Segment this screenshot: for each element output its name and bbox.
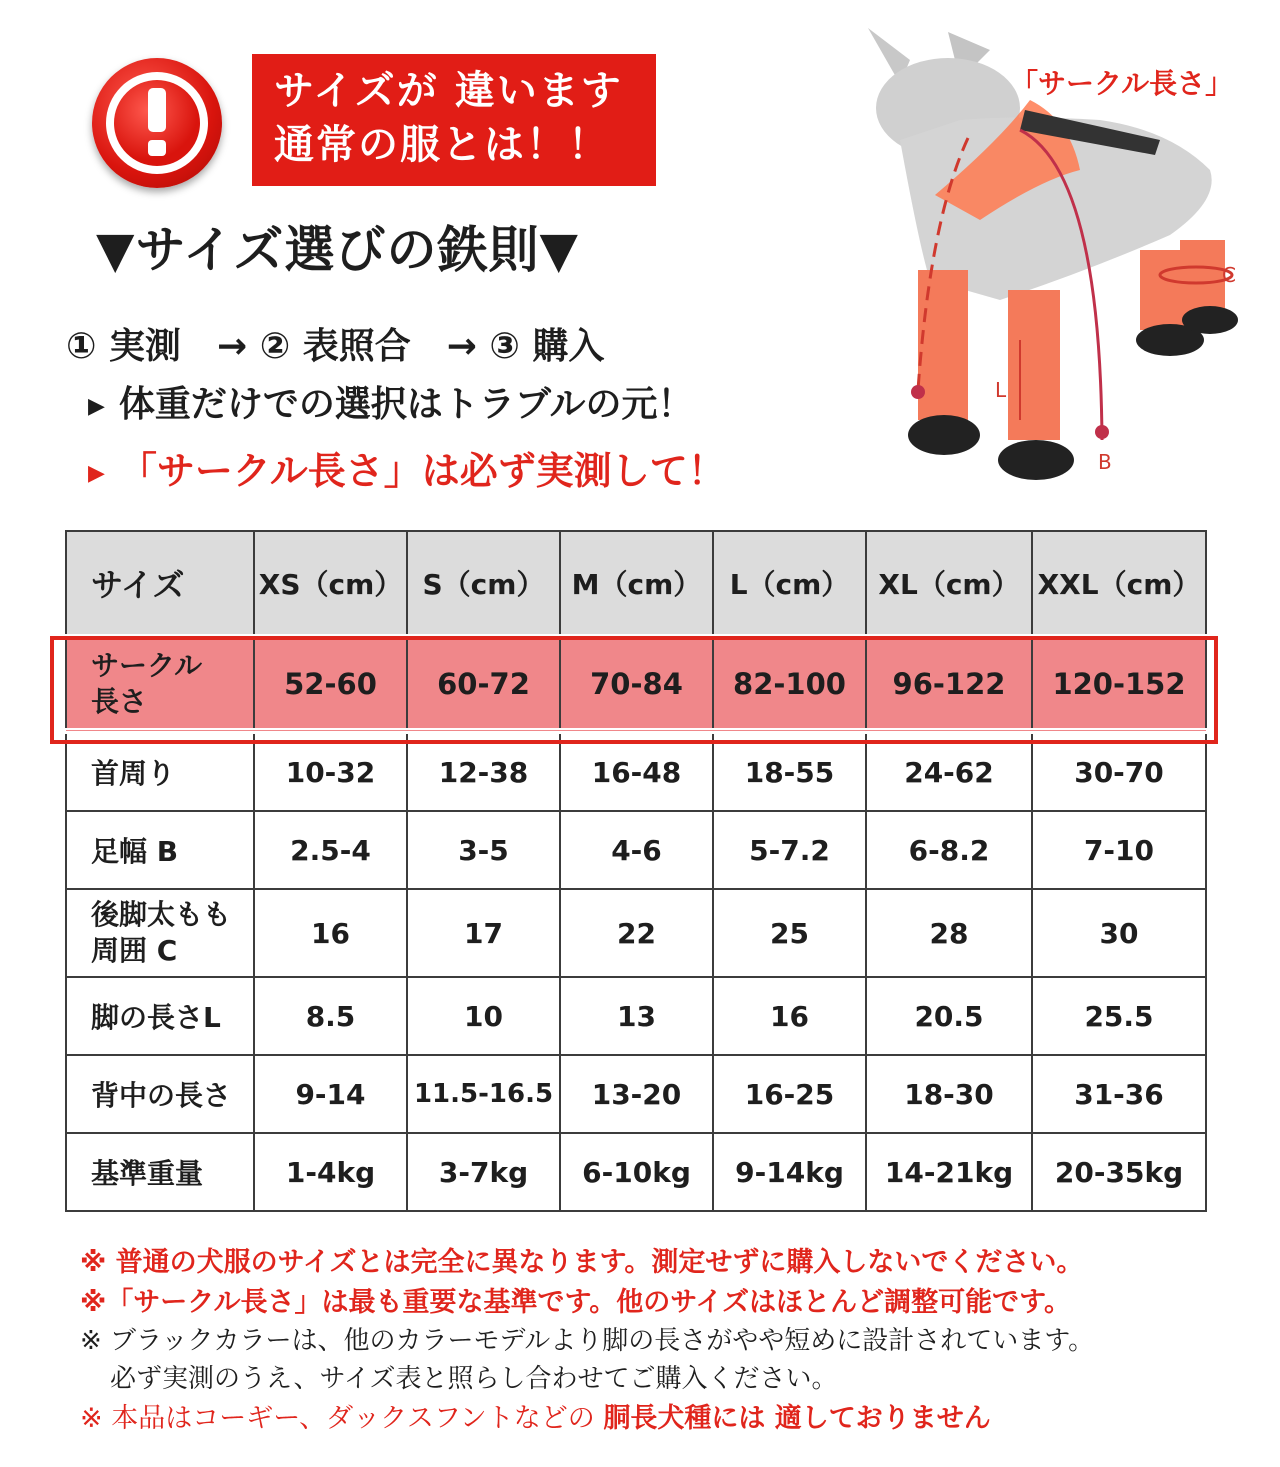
table-header-row [66,531,1206,637]
warning-banner [252,54,656,186]
table-cell: 14-21kg [866,1133,1032,1211]
table-cell: 16 [254,889,407,977]
table-cell: 17 [407,889,560,977]
table-row [66,889,1206,977]
header-size: サイズ [66,531,254,637]
header-m: M（cm） [560,531,713,637]
table-cell: 20-35kg [1032,1133,1206,1211]
row-label-line: 長さ [91,685,148,718]
warning-line-2: 通常の服とは！！ [274,122,610,168]
footnote-4-b: 胴長犬種には 適しておりません [603,1403,991,1434]
table-cell: 25 [713,889,866,977]
footnote-3-cont: 必ず実測のうえ、サイズ表と照らし合わせてご購入ください。 [110,1364,838,1394]
table-cell: 4-6 [560,811,713,889]
triangle-icon: ▶ [88,461,105,486]
table-cell: 10 [407,977,560,1055]
note-circle-text: 「サークル長さ」は必ず実測して！ [118,449,726,493]
note-circle-length [88,440,726,495]
table-cell: 5-7.2 [713,811,866,889]
header-l: L（cm） [713,531,866,637]
triangle-icon: ▶ [88,393,105,419]
warning-exclamation-icon [92,58,222,188]
table-cell: 60-72 [407,637,560,731]
row-label: 背中の長さ [66,1055,254,1133]
circle-length-label: 「サークル長さ」 [1010,67,1234,100]
table-row [66,811,1206,889]
header-xs: XS（cm） [254,531,407,637]
row-label-line: 後脚太もも [91,898,232,931]
header-s: S（cm） [407,531,560,637]
table-cell: 9-14kg [713,1133,866,1211]
table-cell: 18-30 [866,1055,1032,1133]
table-cell: 13 [560,977,713,1055]
row-label-line: サークル [91,649,203,682]
table-cell: 30-70 [1032,731,1206,811]
row-label-line: 周囲 C [91,934,178,967]
table-row [66,977,1206,1055]
note-weight [88,376,693,427]
table-cell: 2.5-4 [254,811,407,889]
table-cell: 12-38 [407,731,560,811]
footnote-4-a: ※ 本品はコーギー、ダックスフントなどの [80,1403,604,1434]
rule-title: ▼サイズ選びの鉄則▼ [96,221,579,279]
size-table [65,530,1207,1212]
row-label [66,889,254,977]
footnote-3: ※ ブラックカラーは、他のカラーモデルより脚の長さがやや短めに設計されています。 [80,1326,1095,1356]
footnote-2: ※「サークル長さ」は最も重要な基準です。他のサイズはほとんど調整可能です。 [80,1287,1071,1318]
table-cell: 28 [866,889,1032,977]
table-cell: 10-32 [254,731,407,811]
header-xl: XL（cm） [866,531,1032,637]
table-cell: 16-25 [713,1055,866,1133]
footnote-1: ※ 普通の犬服のサイズとは完全に異なります。測定せずに購入しないでください。 [80,1247,1084,1278]
table-cell: 18-55 [713,731,866,811]
table-cell: 11.5-16.5 [407,1055,560,1133]
table-cell: 25.5 [1032,977,1206,1055]
table-cell: 8.5 [254,977,407,1055]
row-label: 脚の長さL [66,977,254,1055]
row-label: 首周り [66,731,254,811]
table-cell: 16 [713,977,866,1055]
highlight-frame [50,636,1218,744]
label-b: B [1098,450,1112,474]
table-cell: 7-10 [1032,811,1206,889]
table-row [66,1133,1206,1211]
table-cell: 16-48 [560,731,713,811]
row-label: 足幅 B [66,811,254,889]
label-l: L [995,378,1007,402]
warning-line-1: サイズが 違います [274,68,623,114]
note-weight-text: 体重だけでの選択はトラブルの元！ [118,384,694,425]
label-c: C [1222,263,1236,287]
table-cell: 3-5 [407,811,560,889]
row-label: 基準重量 [66,1133,254,1211]
footnote-4 [80,1396,991,1435]
table-cell: 24-62 [866,731,1032,811]
table-cell: 1-4kg [254,1133,407,1211]
header-xxl: XXL（cm） [1032,531,1206,637]
table-cell: 20.5 [866,977,1032,1055]
table-cell: 52-60 [254,637,407,731]
table-cell: 70-84 [560,637,713,731]
table-cell: 120-152 [1032,637,1206,731]
steps-text: ① 実測 → ② 表照合 → ③ 購入 [66,326,605,367]
table-cell: 30 [1032,889,1206,977]
table-cell: 96-122 [866,637,1032,731]
table-cell: 22 [560,889,713,977]
table-cell: 31-36 [1032,1055,1206,1133]
table-cell: 9-14 [254,1055,407,1133]
table-cell: 6-10kg [560,1133,713,1211]
table-cell: 13-20 [560,1055,713,1133]
table-row [66,1055,1206,1133]
table-cell: 82-100 [713,637,866,731]
table-cell: 3-7kg [407,1133,560,1211]
table-cell: 6-8.2 [866,811,1032,889]
